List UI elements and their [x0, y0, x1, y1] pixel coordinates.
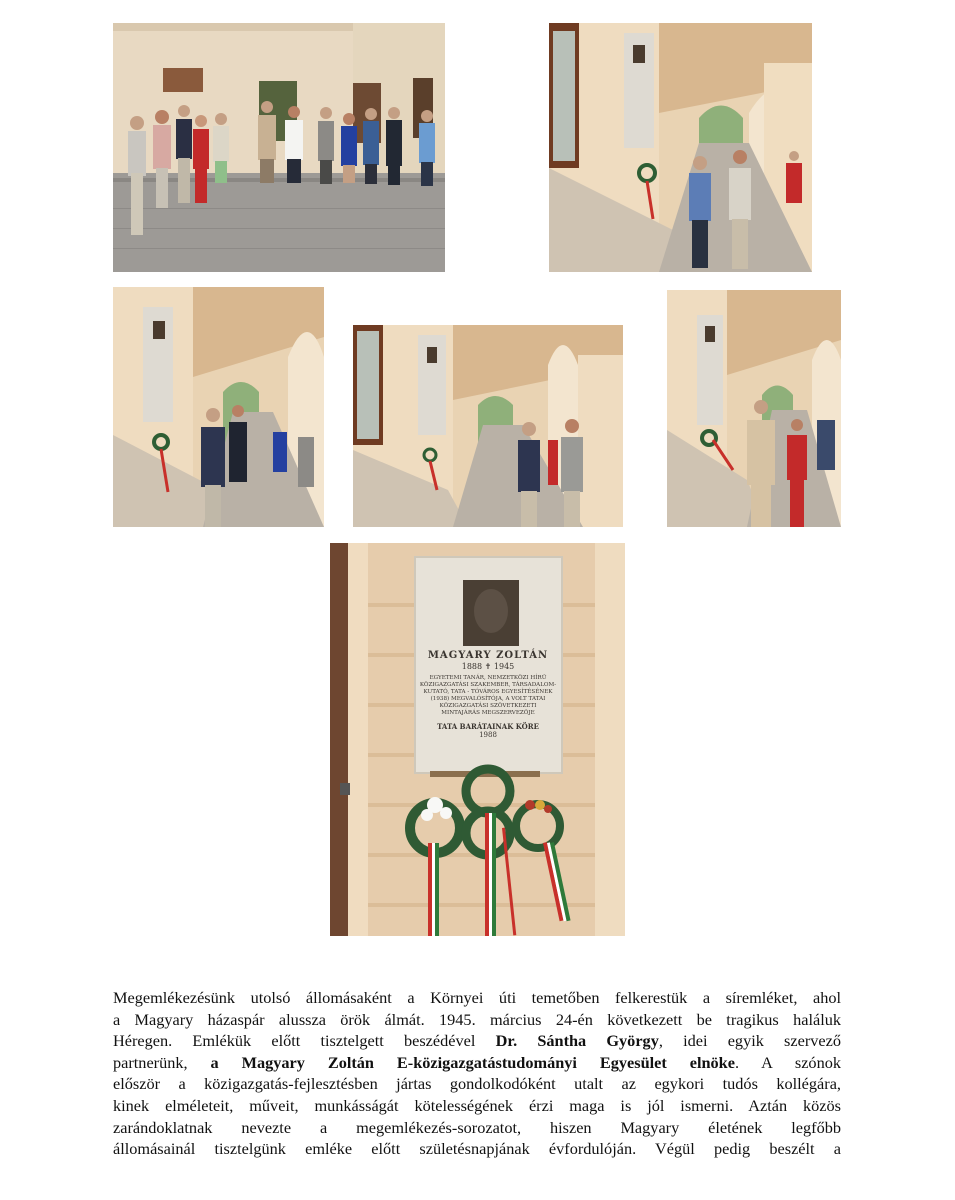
group-photo	[113, 23, 445, 272]
article-line: a Magyary házaspár alussza örök álmát. 1945. március 24-én következett be tragikus haláluk	[113, 1009, 841, 1029]
arcade-photo-1	[549, 23, 812, 272]
arcade-photo-4	[667, 290, 841, 527]
article-line: kinek elméleteit, műveit, munkásságát kötelességének érzi maga is jól ismerni. Aztán közös	[113, 1095, 841, 1115]
plaque-signature-year: 1988	[479, 731, 497, 739]
speaker-name: Dr. Sántha György	[495, 1031, 659, 1051]
plaque-line: MINTAJÁRÁS MEGSZERVEZŐJE	[441, 710, 535, 716]
association-title: a Magyary Zoltán E-közigazgatástudományi Egyesület elnöke	[210, 1052, 735, 1072]
arcade-photo-3	[353, 325, 623, 527]
plaque-line: KÖZIGAZGATÁSI SZAKEMBER, TÁRSADALOM-	[419, 682, 557, 688]
article-line: először a közigazgatás-fejlesztésben jártas gondolkodóként utalt az egykori tudós kollégára,	[113, 1074, 841, 1094]
plaque-line: KÖZIGAZGATÁSI SZÖVETKEZETI	[439, 703, 537, 709]
article-body	[113, 987, 841, 1160]
arcade-photo-2	[113, 287, 324, 527]
plaque-inscription	[418, 650, 558, 739]
plaque-name: MAGYARY ZOLTÁN	[427, 650, 549, 661]
article-line	[113, 1030, 841, 1052]
article-line: állomásainál tisztelgünk emléke előtt születésnapjának évfordulóján. Végül pedig beszélt a	[113, 1139, 841, 1159]
plaque-line: KUTATÓ, TATA - TÓVÁROS EGYESÍTÉSÉNEK	[423, 689, 553, 695]
article-line: Megemlékezésünk utolsó állomásaként a Környei úti temetőben felkerestük a síremléket, ahol	[113, 988, 841, 1007]
article-line	[113, 1052, 841, 1074]
plaque-line: (1938) MEGVALÓSÍTÓJA, A VOLT TATAI	[430, 696, 546, 702]
article-text: , idei egyik szervező	[658, 1031, 842, 1051]
plaque-line: EGYETEMI TANÁR, NEMZETKÖZI HÍRŰ	[429, 675, 547, 681]
article-line: zarándoklatnak nevezte a megemlékezés-sorozatot, hiszen Magyary életének legfőbb	[113, 1117, 841, 1137]
plaque-years: 1888 ✝ 1945	[461, 662, 515, 671]
plaque-signature: TATA BARÁTAINAK KÖRE	[437, 722, 539, 731]
article-text: Héregen. Emlékük előtt tisztelgett beszédével	[113, 1031, 476, 1051]
article-text: partnerünk,	[113, 1052, 188, 1072]
plaque-photo	[330, 543, 625, 936]
article-text: . A szónok	[734, 1052, 841, 1072]
plaque-body	[418, 675, 558, 717]
